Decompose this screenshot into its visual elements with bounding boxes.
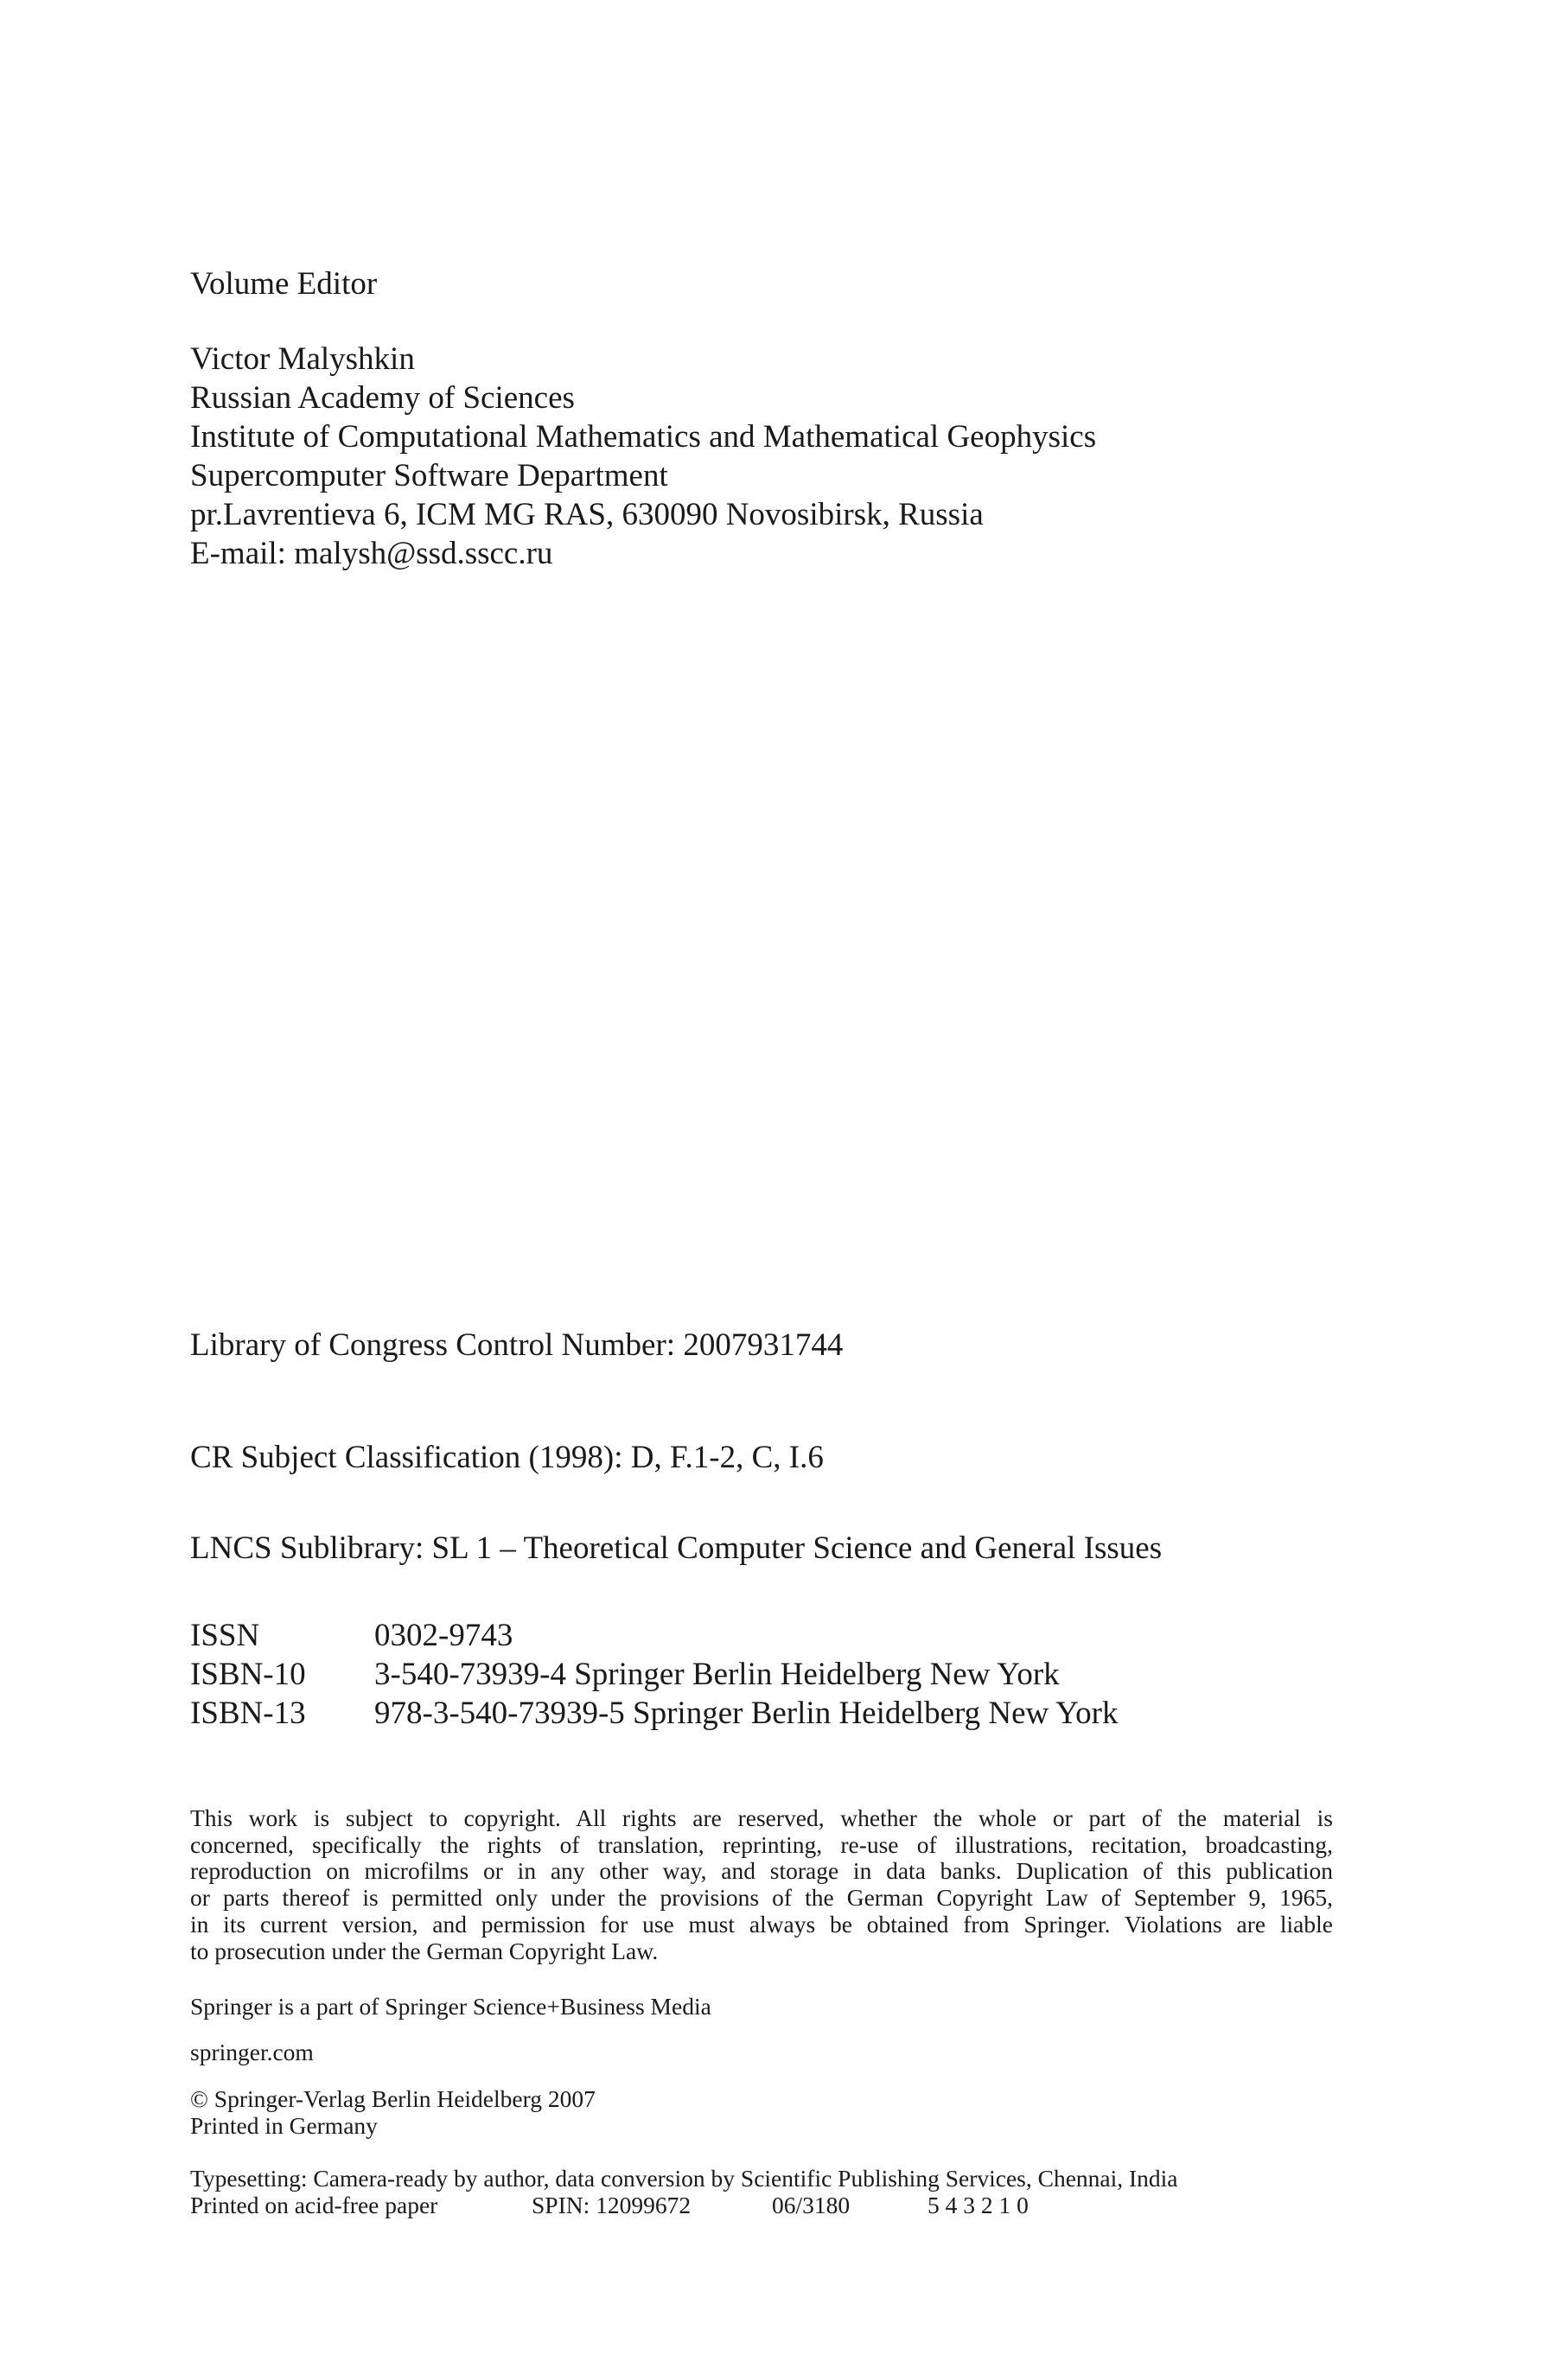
printed-in-line: Printed in Germany (190, 2111, 378, 2139)
identifier-label: ISSN (190, 1618, 260, 1653)
typesetting-block (190, 2166, 1178, 2218)
copyright-notice-line: in its current version, and permission for use must always be obtained from Springer. Violations are liable (190, 1910, 1333, 1938)
copyright-notice-line: to prosecution under the German Copyright Law. (190, 1937, 659, 1964)
cr-classification-line: CR Subject Classification (1998): D, F.1-2, C, I.6 (190, 1440, 824, 1475)
typesetting-line: Typesetting: Camera-ready by author, data conversion by Scientific Publishing Services, Chennai, India (190, 2165, 1178, 2192)
identifier-table (190, 1616, 1118, 1733)
lccn-line: Library of Congress Control Number: 2007931744 (190, 1327, 844, 1363)
editor-email: E-mail: malysh@ssd.sscc.ru (190, 536, 553, 571)
springer-url: springer.com (190, 2039, 314, 2065)
identifier-row-isbn13 (190, 1694, 1118, 1733)
copyright-notice (190, 1805, 1333, 1964)
copyright-notice-line: This work is subject to copyright. All rights are reserved, whether the whole or part of the material is (190, 1804, 1333, 1831)
copyright-notice-line: or parts thereof is permitted only under the provisions of the German Copyright Law of September 9, 1965, (190, 1884, 1333, 1912)
lncs-sublibrary-line: LNCS Sublibrary: SL 1 – Theoretical Computer Science and General Issues (190, 1530, 1163, 1566)
identifier-label: ISBN-10 (190, 1657, 306, 1692)
copyright-line: © Springer-Verlag Berlin Heidelberg 2007 (190, 2085, 596, 2112)
spin-number: SPIN: 12099672 (532, 2191, 692, 2218)
identifier-row-issn (190, 1616, 1118, 1655)
identifier-value: 3-540-73939-4 Springer Berlin Heidelberg New York (374, 1657, 1060, 1692)
print-run: 5 4 3 2 1 0 (927, 2191, 1029, 2218)
springer-part-line: Springer is a part of Springer Science+Business Media (190, 1993, 711, 2020)
identifier-value: 0302-9743 (374, 1618, 513, 1653)
identifier-value: 978-3-540-73939-5 Springer Berlin Heidelberg New York (374, 1696, 1119, 1731)
volume-editor-heading: Volume Editor (190, 266, 378, 302)
editor-affiliation: Russian Academy of Sciences (190, 380, 575, 416)
print-info-row (190, 2192, 1178, 2219)
copyright-notice-line: reproduction on microfilms or in any other way, and storage in data banks. Duplication of this publication (190, 1857, 1333, 1885)
editor-address: pr.Lavrentieva 6, ICM MG RAS, 630090 Novosibirsk, Russia (190, 497, 984, 532)
editor-name: Victor Malyshkin (190, 341, 415, 377)
editor-address-block (190, 340, 1096, 573)
identifier-label: ISBN-13 (190, 1696, 306, 1731)
paper-info: Printed on acid-free paper (190, 2191, 438, 2218)
identifier-row-isbn10 (190, 1655, 1118, 1694)
print-code: 06/3180 (772, 2191, 851, 2218)
copyright-block (190, 2086, 596, 2139)
copyright-notice-line: concerned, specifically the rights of translation, reprinting, re-use of illustrations, recitation, broadcasting, (190, 1830, 1333, 1858)
editor-institute: Institute of Computational Mathematics and Mathematical Geophysics (190, 419, 1097, 455)
editor-department: Supercomputer Software Department (190, 458, 668, 493)
